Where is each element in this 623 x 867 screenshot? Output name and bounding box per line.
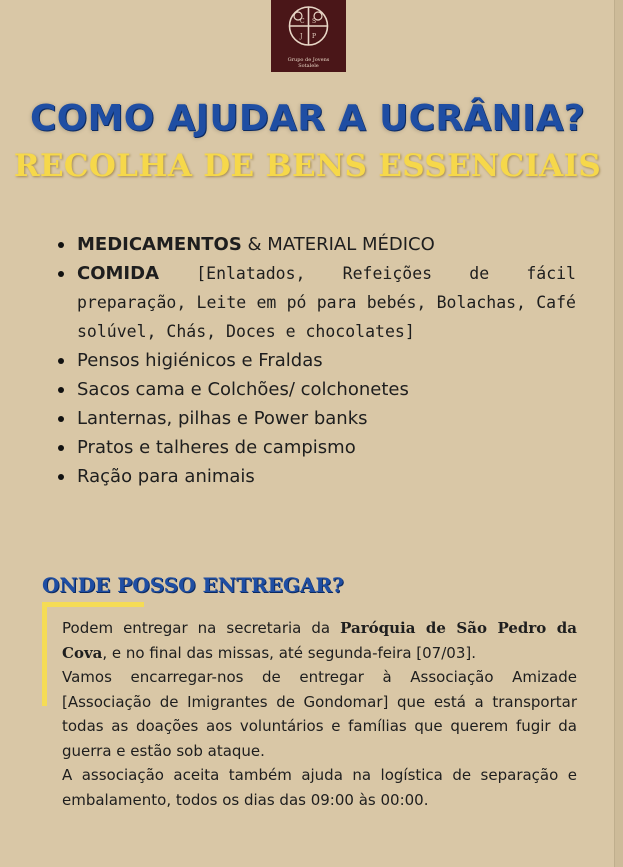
- parish-name: Paróquia de São Pedro da Cova: [62, 619, 577, 662]
- list-item: [55, 462, 576, 491]
- delivery-p1-post: , e no final das missas, até segunda-feira [07/03].: [102, 643, 476, 662]
- delivery-title: ONDE POSSO ENTREGAR?: [42, 573, 344, 597]
- emblem-letter-2: S: [312, 18, 317, 25]
- list-item-bold: MEDICAMENTOS: [77, 234, 242, 255]
- emblem-letter-1: J: [300, 33, 303, 40]
- logo-caption-line-2: Sotalele: [298, 63, 319, 69]
- emblem-letter-4: C: [300, 18, 305, 25]
- logo: [271, 0, 346, 72]
- list-item: [55, 404, 576, 433]
- list-item-text: Sacos cama e Colchões/ colchonetes: [77, 379, 409, 400]
- list-item-text: Lanternas, pilhas e Power banks: [77, 408, 368, 429]
- delivery-paragraph-3: A associação aceita também ajuda na logística de separação e embalamento, todos os dias das 09:00 às 00:00.: [62, 766, 577, 809]
- delivery-p1-pre: Podem entregar na secretaria da: [62, 619, 341, 637]
- emblem-icon: [285, 2, 332, 54]
- list-item: [55, 230, 576, 259]
- list-item: [55, 433, 576, 462]
- logo-caption-line-1: Grupo de Jovens: [287, 57, 330, 63]
- list-item-text: Pensos higiénicos e Fraldas: [77, 350, 323, 371]
- list-item: [55, 375, 576, 404]
- delivery-text: [62, 616, 577, 812]
- list-item: [55, 259, 576, 346]
- page-title: COMO AJUDAR A UCRÂNIA?: [30, 98, 585, 139]
- list-item-text: Ração para animais: [77, 466, 255, 487]
- accent-bar-left: [42, 602, 47, 706]
- page-subtitle: RECOLHA DE BENS ESSENCIAIS: [13, 148, 602, 184]
- delivery-paragraph-2: Vamos encarregar-nos de entregar à Associação Amizade [Associação de Imigrantes de Gondomar] que está a transportar todas as doações aos voluntários e famílias que querem fugir da guerra e estão sob ataque.: [62, 668, 577, 760]
- accent-bar-top: [42, 602, 144, 607]
- delivery-paragraph-1: [62, 616, 577, 665]
- list-item-text: Pratos e talheres de campismo: [77, 437, 356, 458]
- list-item-text: & MATERIAL MÉDICO: [241, 234, 435, 255]
- list-item-bold: COMIDA: [77, 263, 159, 284]
- page-edge: [614, 0, 623, 867]
- emblem-letter-3: P: [312, 33, 317, 40]
- list-item-text: [Enlatados, Refeições de fácil preparação, Leite em pó para bebés, Bolachas, Café solúvel, Chás, Doces e chocolates]: [77, 264, 576, 341]
- essentials-list: [55, 230, 576, 491]
- logo-caption: [271, 57, 346, 69]
- list-item: [55, 346, 576, 375]
